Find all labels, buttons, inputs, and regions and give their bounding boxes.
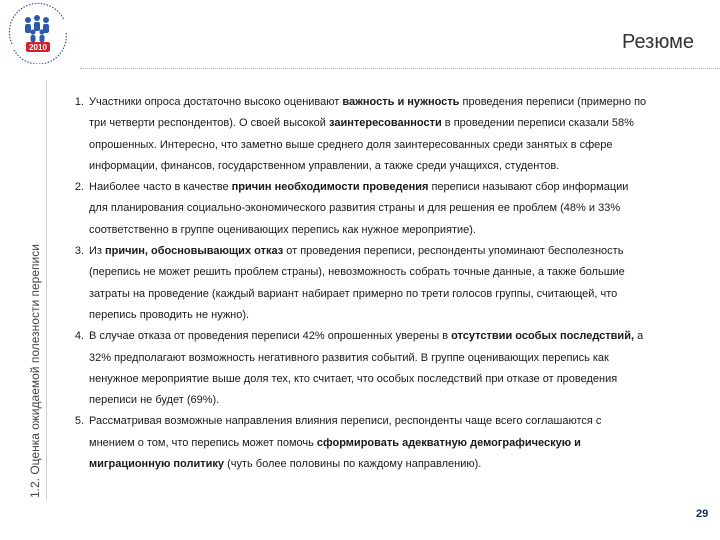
- body-text: Участники опроса достаточно высоко оценивают: [89, 96, 343, 108]
- body-text: в проведении переписи сказали 58% опрошенных. Интересно, что заметно выше среднего доля заинтересованных среди занятых в сфере информации, финансов, государственном управлении, а также среди учащихся, студентов.: [89, 117, 634, 172]
- page-number: 29: [696, 508, 709, 520]
- list-item-number: 2.: [74, 181, 84, 194]
- logo-year: 2010: [29, 43, 47, 52]
- list-item-number: 5.: [74, 415, 84, 428]
- list-item: [60, 326, 648, 411]
- list-item-text: [89, 92, 648, 177]
- summary-list: [60, 92, 648, 475]
- body-text: В случае отказа от проведения переписи 42% опрошенных уверены в: [89, 330, 452, 343]
- list-item: [60, 411, 648, 475]
- emphasis-text: причин необходимости проведения: [231, 181, 429, 194]
- section-label: 1.2. Оценка ожидаемой полезности переписи: [28, 244, 42, 498]
- body-text: Наиболее часто в качестве: [89, 181, 232, 194]
- emphasis-text: сформировать адекватную демографическую и миграционную политику: [89, 436, 581, 471]
- list-item-text: [89, 411, 648, 475]
- body-text: Рассматривая возможные направления влияния переписи, респонденты чаще всего соглашаются с мнением о том, что перепись может помочь: [89, 415, 602, 449]
- body-text: Из: [89, 245, 106, 258]
- list-item-number: 4.: [74, 330, 84, 343]
- list-item-number: 3.: [74, 245, 84, 258]
- list-item: [60, 241, 648, 326]
- list-item-number: 1.: [74, 96, 84, 108]
- emphasis-text: причин, обосновывающих отказ: [105, 245, 284, 258]
- emphasis-text: заинтересованности: [329, 117, 442, 130]
- body-text: проведения переписи (примерно по три четверти респондентов). О своей высокой: [89, 96, 647, 130]
- list-item-text: [89, 326, 648, 411]
- emphasis-text: важность и нужность: [342, 96, 460, 108]
- page-title: Резюме: [622, 31, 694, 53]
- body-text: переписи называют сбор информации для планирования социально-экономического развития страны и для решения ее проблем (48% и 33% соответственно в группе оценивающих перепись как нужное мероприятие).: [89, 181, 629, 236]
- emphasis-text: отсутствии особых последствий,: [451, 330, 635, 343]
- census-logo-graphic: [4, 2, 74, 64]
- list-item-text: [89, 177, 648, 241]
- body-text: от проведения переписи, респонденты упоминают бесполезность (перепись не может решить проблем страны), невозможность собрать точные данные, а также большие затраты на проведение (каждый вариант набирает примерно по трети голосов группы, считающей, что перепись проводить не нужно).: [89, 245, 625, 321]
- sidebar-divider: [46, 80, 47, 500]
- list-item-text: [89, 241, 648, 326]
- body-text: а 32% предполагают возможность негативного развития событий. В группе оценивающих перепись как ненужное мероприятие выше доля тех, кто считает, что особых последствий при отказе от проведения переписи не будет (69%).: [89, 330, 644, 407]
- census-logo: [4, 2, 74, 64]
- header-divider: [80, 68, 720, 69]
- body-text: (чуть более половины по каждому направлению).: [224, 458, 482, 471]
- list-item: [60, 177, 648, 241]
- list-item: [60, 92, 648, 177]
